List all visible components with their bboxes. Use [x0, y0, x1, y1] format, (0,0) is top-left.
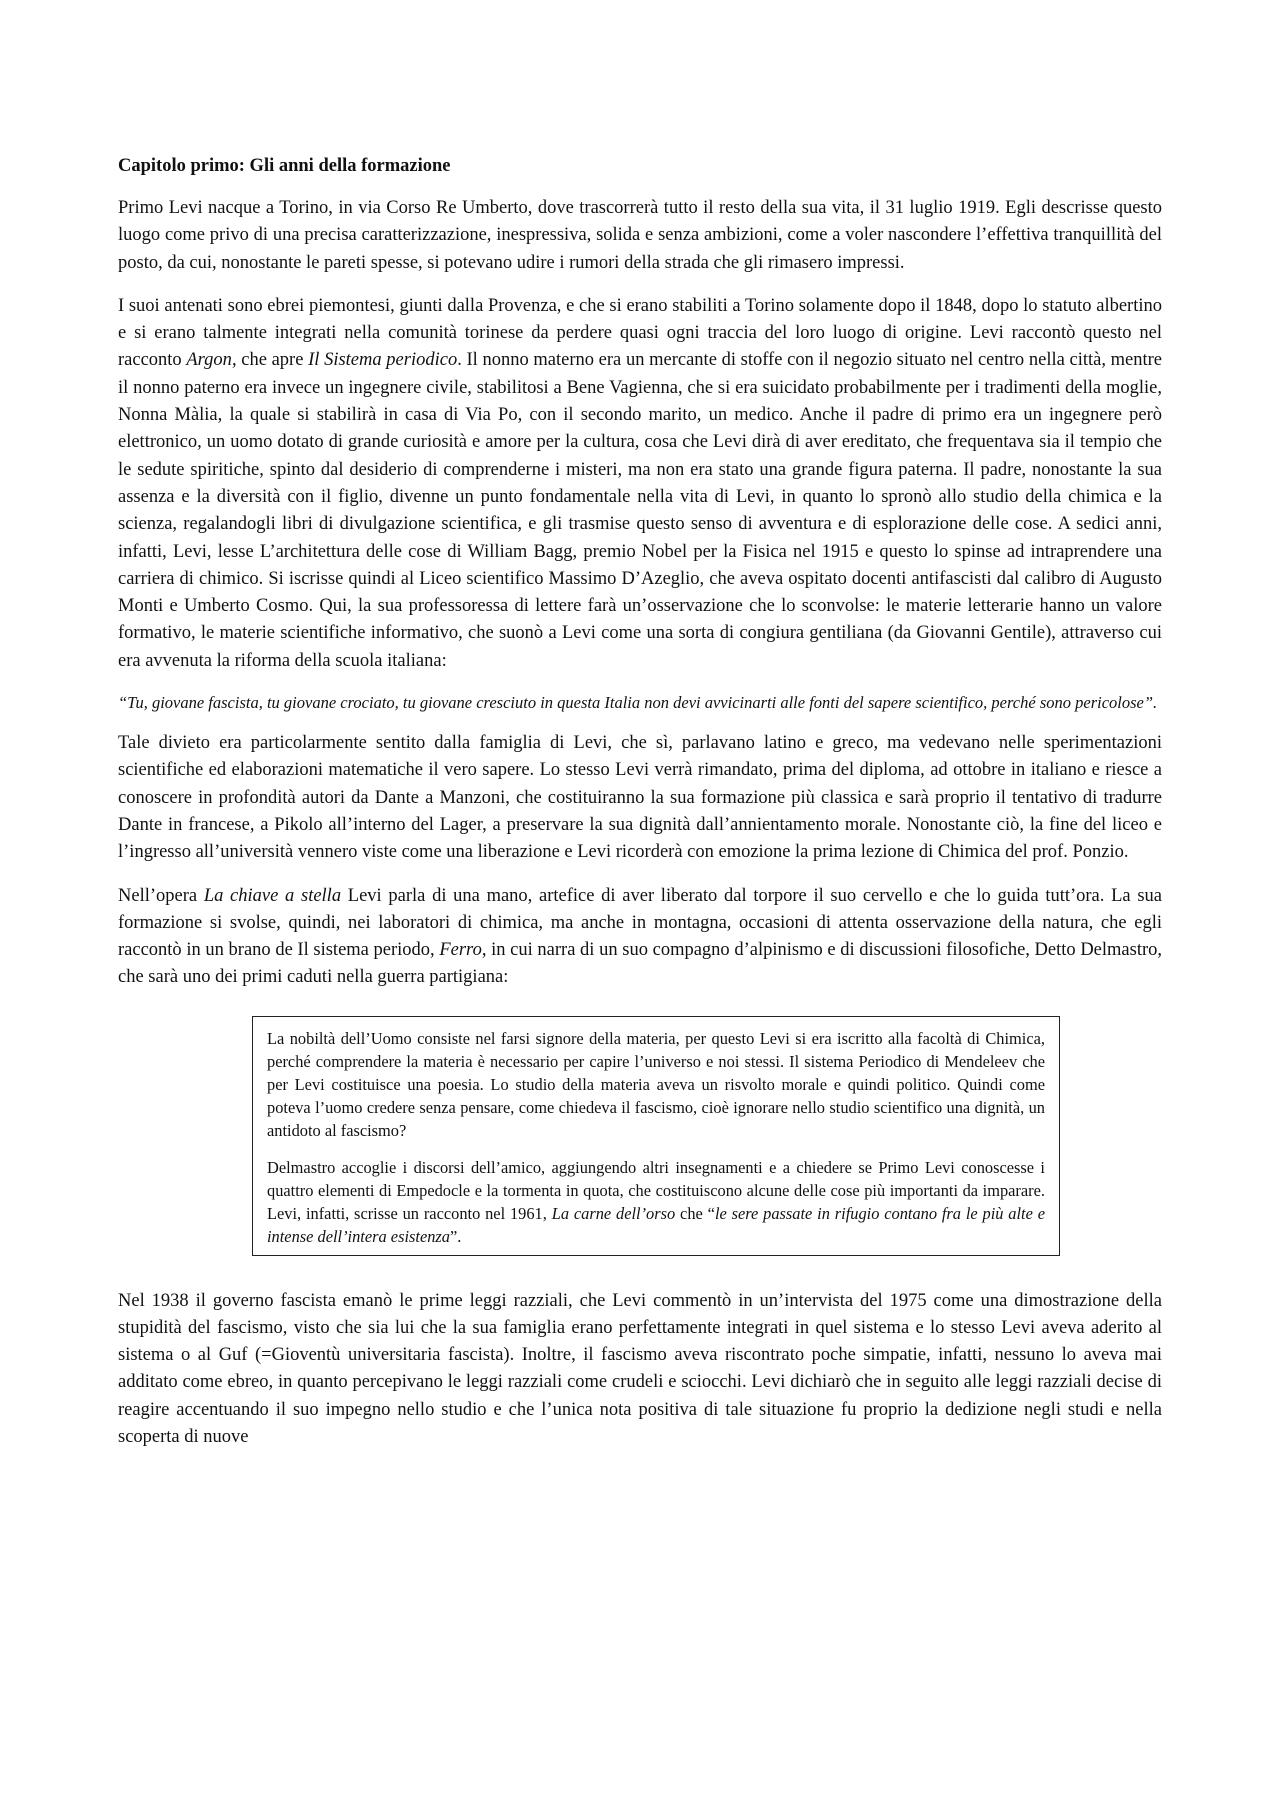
boxed-text-2: che “ [675, 1204, 715, 1224]
paragraph-ancestry-text-1: I suoi antenati sono ebrei piemontesi, giunti dalla Provenza, e che si erano stabiliti a Torino solamente dopo il 1848, dopo lo statuto albertino e si erano talmente integrati nella comunità torinese da perdere quasi ogni traccia del loro luogo di origine. Levi raccontò questo nel racconto [118, 295, 1162, 371]
boxed-text-3: ”. [450, 1227, 462, 1247]
paragraph-ancestry-text-2: , che apre [231, 350, 309, 371]
paragraph-formation-text-1: Nell’opera [118, 885, 204, 906]
boxed-paragraph-delmastro [267, 1156, 1045, 1248]
title-chiave-a-stella: La chiave a stella [203, 885, 342, 906]
title-argon: Argon [186, 350, 232, 371]
title-ferro: Ferro [439, 940, 482, 961]
paragraph-formation [118, 883, 1162, 992]
paragraph-ancestry [118, 293, 1162, 675]
boxed-excerpt [252, 1016, 1060, 1256]
paragraph-family-prohibition: Tale divieto era particolarmente sentito dalla famiglia di Levi, che sì, parlavano latino e greco, ma vedevano nelle sperimentazioni scientifiche ed elaborazioni matematiche il vero sapere. Lo stesso Levi verrà rimandato, prima del diploma, ad ottobre in italiano e riesce a conoscere in profondità autori da Dante a Manzoni, che costituiranno la sua formazione più classica e sarà proprio il tentativo di tradurre Dante in francese, a Pikolo all’interno del Lager, a preservare la sua dignità dall’annientamento morale. Nonostante ciò, la fine del liceo e l’ingresso all’università vennero viste come una liberazione e Levi ricorderà con emozione la prima lezione di Chimica del prof. Ponzio. [118, 733, 1162, 863]
teacher-quote: “Tu, giovane fascista, tu giovane crociato, tu giovane cresciuto in questa Italia non devi avvicinarti alle fonti del sapere scientifico, perché sono pericolose”. [118, 693, 1158, 713]
paragraph-formation-text-2: Levi parla di una mano, artefice di aver liberato dal torpore il suo cervello e che lo guida tutt’ora. La sua formazione si svolse, quindi, nei laboratori di chimica, ma anche in montagna, occasioni di attenta osservazione della natura, che egli raccontò in un brano de Il sistema periodo, [118, 885, 1162, 961]
title-sistema-periodico: Il Sistema periodico [308, 350, 458, 371]
document-page [118, 153, 1162, 1467]
boxed-paragraph-nobility: La nobiltà dell’Uomo consiste nel farsi signore della materia, per questo Levi si era iscritto alla facoltà di Chimica, perché comprendere la materia è necessario per capire l’universo e noi stessi. Il sistema Periodico di Mendeleev che per Levi costituisce una poesia. Lo studio della materia aveva un risvolto morale e quindi politico. Quindi come poteva l’uomo credere senza pensare, come chiedeva il fascismo, cioè ignorare nello studio scientifico una dignità, un antidoto al fascismo? [267, 1028, 1045, 1141]
title-carne-dell-orso: La carne dell’orso [551, 1204, 676, 1224]
rifugio-quote: le sere passate in rifugio contano fra le più alte e intense dell’intera esistenza [267, 1204, 1046, 1247]
paragraph-formation-text-3: , in cui narra di un suo compagno d’alpinismo e di discussioni filosofiche, Detto Delmastro, che sarà uno dei primi caduti nella guerra partigiana: [118, 940, 1163, 988]
paragraph-racial-laws: Nel 1938 il governo fascista emanò le prime leggi razziali, che Levi commentò in un’intervista del 1975 come una dimostrazione della stupidità del fascismo, visto che sia lui che la sua famiglia erano perfettamente integrati in quel sistema e lo stesso Levi aveva aderito al sistema o al Guf (=Gioventù universitaria fascista). Inoltre, il fascismo aveva riscontrato poche simpatie, infatti, nessuno lo aveva mai additato come ebreo, in quanto percepivano le leggi razziali come crudeli e sciocchi. Levi dichiarò che in seguito alle leggi razziali decise di reagire accentuando il suo impegno nello studio e che l’unica nota positiva di tale situazione fu proprio la dedizione negli studi e nella scoperta di nuove [118, 1290, 1162, 1448]
paragraph-birth: Primo Levi nacque a Torino, in via Corso Re Umberto, dove trascorrerà tutto il resto della sua vita, il 31 luglio 1919. Egli descrisse questo luogo come privo di una precisa caratterizzazione, inespressiva, solida e senza ambizioni, come a voler nascondere l’effettiva tranquillità del posto, da cui, nonostante le pareti spesse, si potevano udire i rumori della strada che gli rimasero impressi. [118, 198, 1162, 273]
chapter-title: Capitolo primo: Gli anni della formazione [118, 156, 451, 176]
paragraph-ancestry-text-3: . Il nonno materno era un mercante di stoffe con il negozio situato nel centro nella città, mentre il nonno paterno era invece un ingegnere civile, stabilitosi a Bene Vagienna, che si era suicidato probabilmente per i tradimenti della moglie, Nonna Màlia, la quale si stabilirà in casa di Via Po, con il secondo marito, un medico. Anche il padre di primo era un ingegnere però elettronico, un uomo dotato di grande curiosità e amore per la cultura, cosa che Levi dirà di aver ereditato, che frequentava sia il tempio che le sedute spiritiche, spinto dal desiderio di comprenderne i misteri, ma non era stato una grande figura paterna. Il padre, nonostante la sua assenza e la diversità con il figlio, divenne un punto fondamentale nella vita di Levi, in quanto lo spronò allo studio della chimica e la scienza, regalandogli libri di divulgazione scientifica, e gli trasmise questo senso di avventura e di esplorazione delle cose. A sedici anni, infatti, Levi, lesse L’architettura delle cose di William Bagg, premio Nobel per la Fisica nel 1915 e questo lo spinse ad intraprendere una carriera di chimico. Si iscrisse quindi al Liceo scientifico Massimo D’Azeglio, che aveva ospitato docenti antifascisti dal calibro di Augusto Monti e Umberto Cosmo. Qui, la sua professoressa di lettere farà un’osservazione che lo sconvolse: le materie letterarie hanno un valore formativo, le materie scientifiche informativo, che suonò a Levi come una sorta di congiura gentiliana (da Giovanni Gentile), attraverso cui era avvenuta la riforma della scuola italiana: [118, 350, 1162, 671]
boxed-text-1: Delmastro accoglie i discorsi dell’amico, aggiungendo altri insegnamenti e a chiedere se Primo Levi conoscesse i quattro elementi di Empedocle e la tormenta in quota, che costituiscono alcune delle cose più importanti da imparare. Levi, infatti, scrisse un racconto nel 1961, [267, 1158, 1045, 1224]
